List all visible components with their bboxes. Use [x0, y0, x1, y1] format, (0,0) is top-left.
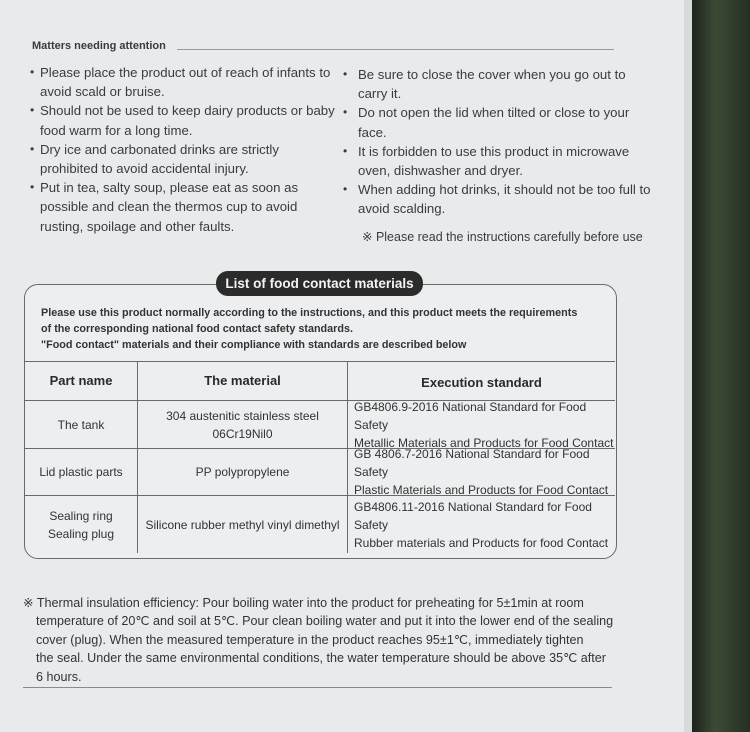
attention-item	[343, 142, 653, 180]
bullet-icon: •	[30, 180, 35, 195]
thermal-line: 6 hours.	[36, 669, 82, 684]
part-name: Lid plastic parts	[39, 465, 123, 479]
attention-title: Matters needing attention	[32, 40, 166, 52]
table-row	[25, 449, 137, 495]
intro-line: of the corresponding national food contact safety standards.	[41, 323, 353, 335]
materials-intro	[41, 305, 611, 353]
bullet-icon: •	[343, 143, 348, 158]
attention-item-text: Do not open the lid when tilted or close to your face.	[358, 105, 630, 140]
standard-line: GB4806.9-2016 National Standard for Food Safety	[354, 399, 587, 432]
bullet-icon: •	[343, 105, 348, 120]
table-row	[25, 401, 137, 448]
thermal-line: ※ Thermal insulation efficiency: Pour boiling water into the product for preheating for 5±1min at room	[23, 596, 584, 610]
column-header-material: The material	[204, 372, 281, 388]
thermal-line: cover (plug). When the measured temperature in the product reaches 95±1℃, immediately tighten	[36, 632, 584, 647]
column-header-standard: Execution standard	[421, 374, 542, 390]
bottom-divider	[23, 687, 612, 688]
attention-item	[343, 103, 653, 141]
table-row	[25, 496, 137, 554]
standard-line: Metallic Materials and Products for Food Contact	[354, 435, 614, 450]
standard-line: GB 4806.7-2016 National Standard for Food Safety	[354, 447, 590, 479]
thermal-efficiency-note	[23, 594, 623, 686]
attention-item	[30, 178, 335, 236]
attention-item	[30, 63, 335, 101]
material-line: Silicone rubber methyl vinyl dimethyl	[145, 518, 340, 532]
material-cell	[138, 449, 347, 495]
thermal-line: temperature of 20℃ and soil at 5℃. Pour clean boiling water and put it into the lower end of the sealing	[36, 614, 614, 629]
intro-line: "Food contact" materials and their compliance with standards are described below	[41, 339, 467, 351]
standard-cell	[348, 401, 615, 448]
standard-cell	[348, 496, 615, 554]
attention-left-column	[30, 63, 335, 236]
intro-line: Please use this product normally according to the instructions, and this product meets the requirements	[41, 307, 578, 319]
bullet-icon: •	[30, 141, 35, 156]
standard-line: GB4806.11-2016 National Standard for Food Safety	[354, 500, 592, 532]
material-line: 06Cr19Nil0	[212, 426, 273, 441]
material-cell	[138, 401, 347, 448]
material-line: 304 austenitic stainless steel	[166, 408, 319, 423]
part-name: The tank	[57, 417, 105, 432]
part-name: Sealing ring	[49, 509, 113, 523]
attention-item-text: Be sure to close the cover when you go out to carry it.	[358, 67, 626, 102]
read-instructions-note: ※ Please read the instructions carefully before use	[362, 230, 643, 244]
attention-right-column	[343, 65, 653, 219]
material-line: PP polypropylene	[195, 465, 290, 479]
part-name: Sealing plug	[47, 527, 115, 541]
attention-item	[343, 180, 653, 218]
attention-item-text: Should not be used to keep dairy products or baby food warm for a long time.	[40, 103, 335, 138]
thermal-line: the seal. Under the same environmental conditions, the water temperature should be above 35℃ after	[36, 651, 606, 666]
standard-line: Plastic Materials and Products for Food Contact	[354, 483, 609, 497]
attention-item	[30, 140, 335, 178]
bullet-icon: •	[343, 182, 348, 197]
materials-table	[25, 361, 615, 556]
bullet-icon: •	[343, 67, 348, 81]
attention-item-text: Dry ice and carbonated drinks are strictly prohibited to avoid accidental injury.	[40, 141, 279, 177]
standard-line: Rubber materials and Products for food Contact	[354, 536, 609, 550]
material-cell	[138, 496, 347, 554]
title-divider	[177, 49, 614, 50]
attention-item	[343, 65, 653, 103]
attention-item-text: When adding hot drinks, it should not be too full to avoid scalding.	[358, 182, 651, 217]
materials-header: List of food contact materials	[216, 271, 423, 296]
attention-item-text: Put in tea, salty soup, please eat as soon as possible and clean the thermos cup to avoid rusting, spoilage and other faults.	[40, 180, 299, 234]
column-header-part: Part name	[49, 372, 113, 388]
background-surface	[692, 0, 750, 732]
attention-item-text: It is forbidden to use this product in microwave oven, dishwasher and dryer.	[358, 143, 630, 179]
bullet-icon: •	[30, 103, 35, 118]
attention-item-text: Please place the product out of reach of infants to avoid scald or bruise.	[40, 65, 331, 100]
bullet-icon: •	[30, 65, 35, 79]
sheet-edge	[684, 0, 692, 732]
standard-cell	[348, 449, 615, 495]
attention-item	[30, 101, 335, 139]
